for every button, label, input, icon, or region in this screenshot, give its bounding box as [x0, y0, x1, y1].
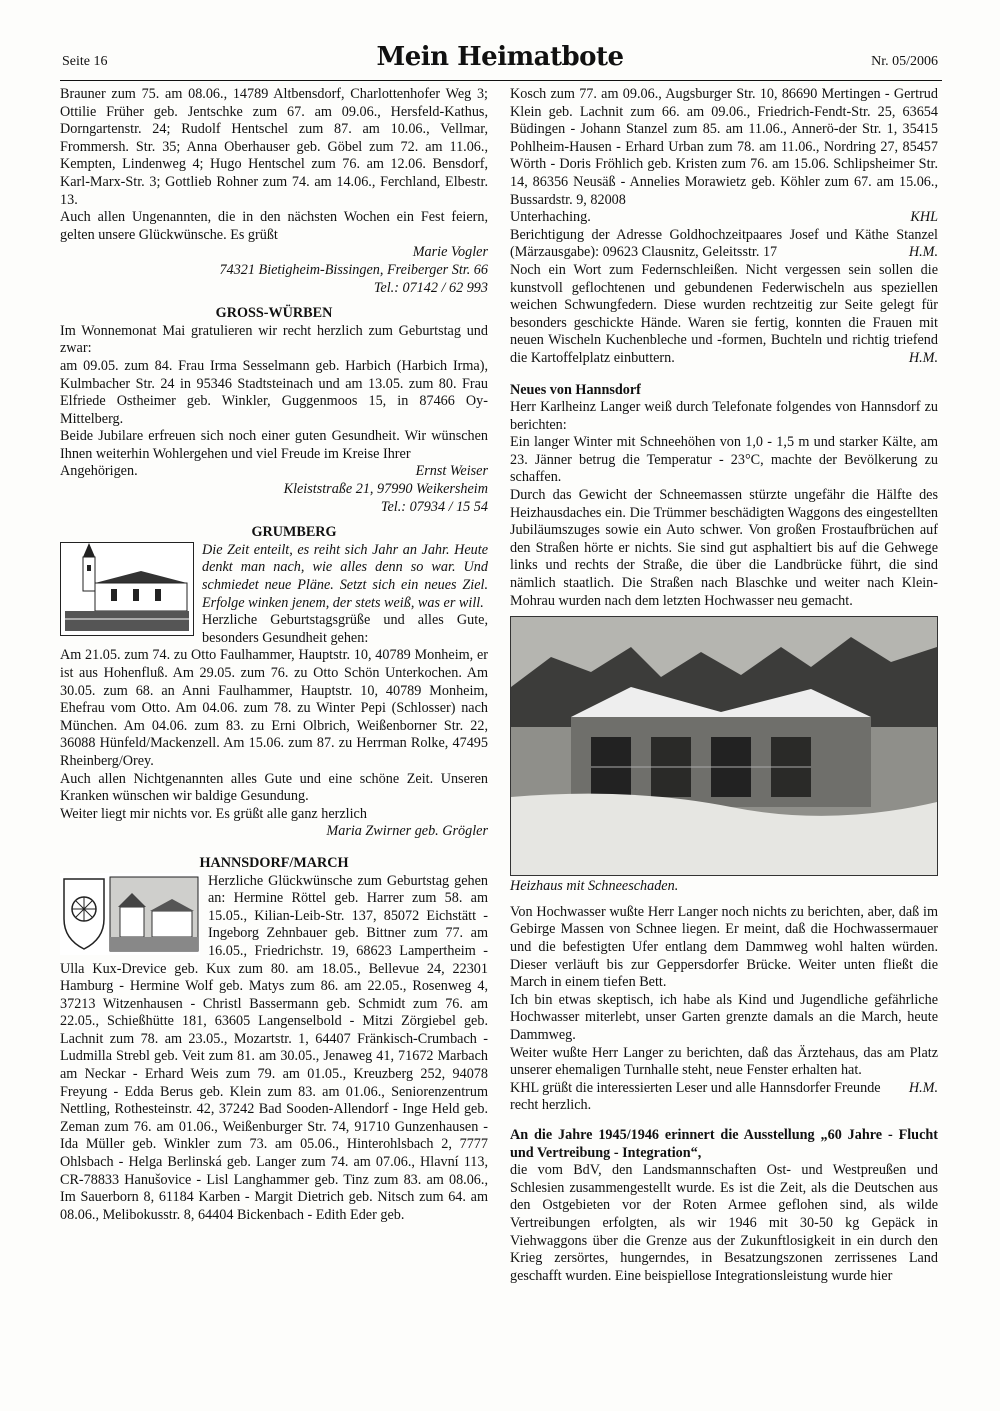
intro-closing: Auch allen Ungenannten, die in den nächsten Wochen ein Fest feiern, gelten unsere Glückwünsche. Es grüßt — [60, 209, 488, 243]
hannsdorf-birthday-list: Herzliche Glückwünsche zum Geburtstag gehen an: Hermine Röttel geb. Harrer zum 58. am 15.05., Kilian-Leib-Str. 137, 85072 Eichstätt - Ingeborg Zehnbauer geb. Bittner zum 77. am 16.05., Friedrichstr. 19, 68623 Lampertheim - Ulla Kux-Drevice geb. Kux zum 80. am 18.05., Bellevue 24, 22301 Hamburg - Hermine Wolf geb. Matys zum 86. am 22.05., Rosenweg 4, 37213 Witzenhausen - Christl Bassermann geb. Schmidt zum 76. am 22.05., Schießhütte 181, 63605 Langenselbold - Mitzi Zörgiebel geb. Lachnit zum 78. am 23.05., Mozartstr. 1, 64407 Fränkisch-Crumbach - Ludmilla Strebl geb. Veit zum 81. am 30.05., Jenaweg 41, 71672 Marbach am Neckar - Erhard Weis zum 79. am 01.05., Kreuzberg 252, 94078 Freyung - Edda Berus geb. Klein zum 83. am 01.06., Seniorenzentrum Nettling, Rothesteinstr. 42, 37242 Bad Sooden-Allendorf - Inge Held geb. Zeman zum 76. am 01.06., Weißenburger Str. 74, 91710 Gunzenhausen - Ida Müller geb. Winkler zum 73. am 05.06., Hinterohlsbach 2, 7777 Ohlsbach - Helga Berlinská geb. Langer zum 74. am 07.06., Hlavní 113, CR-78833 Hanušovice - Lisl Langhammer geb. Tinz zum 83. am 08.06., Im Sauerborn 8, 61184 Karben - Margit Dietrich geb. Nitsch zum 64. am 08.06., Melibokusstr. 8, 64404 Bickenbach - Edith Eder geb. — [60, 872, 488, 1223]
photo-caption: Heizhaus mit Schneeschaden. — [510, 878, 679, 895]
gross-paragraph-3: Beide Jubilare erfreuen sich noch einer guten Gesundheit. Wir wünschen Ihnen weiterhin Wohlergehen und viel Freude im Kreise Ihrer — [60, 428, 488, 462]
page-number: Seite 16 — [62, 54, 108, 69]
church-illustration — [60, 542, 194, 636]
grumberg-signature: Maria Zwirner geb. Grögler — [326, 823, 488, 840]
news-paragraph-1: Herr Karlheinz Langer weiß durch Telefonate folgendes von Hannsdorf zu berichten: — [510, 399, 938, 433]
feathers-signature: H.M. — [908, 349, 938, 366]
intro-tel: Tel.: 07142 / 62 993 — [373, 279, 488, 296]
right-column — [510, 86, 938, 1285]
grumberg-paragraph-2: Am 21.05. zum 74. zu Otto Faulhammer, Hauptstr. 10, 40789 Monheim, er ist aus Hohenfluß. Am 29.05. zum 76. zu Otto Schön Unterkochen. Am 30.05. zum 68. an Anni Faulhammer, Hauptstr. 10, 40789 Monheim, Ehefrau vom Otto. Am 04.06. zum 78. zu Winter Pepi (Schlosser) nach München. Am 04.06. zum 83. zu Erni Olbrich, Weißenborner Str. 22, 36088 Hünfeld/Mackenzell. Am 15.06. zum 87. zu Herrman Rolke, 47495 Rheinberg/Orey. — [60, 647, 488, 769]
masthead-logo: Mein Heimatbote — [376, 42, 624, 72]
news-paragraph-6: Weiter wußte Herr Langer zu berichten, daß das Ärztehaus, das am Platz unserer ehemaligen Turnhalle steht, neue Fenster erhalten hat. — [510, 1044, 938, 1079]
grumberg-paragraph-1: Herzliche Geburtstagsgrüße und alles Gute, besonders Gesundheit gehen: — [202, 612, 488, 646]
exhibition-paragraph: die vom BdV, den Landsmannschaften Ost- und Westpreußen und Schlesien zusammengestellt wurde. Es ist die Zeit, als die Deutschen aus den Ostgebieten vor der Roten Armee geflohen sind, als wilde Vertreibungen erfolgten, als wir 1946 mit 30-50 kg Gepäck in Viehwaggons über die Grenze aus der Zukunftlosigkeit in ein durch den Krieg zersörtes, hungerndes, in Besatzungszonen zerrissenes Land geschafft wurden. Eine beispiellose Integrationsleistung wurde hier — [510, 1162, 938, 1284]
gross-closing-line — [60, 463, 488, 481]
feathers-paragraph — [510, 262, 938, 368]
news-paragraph-3: Durch das Gewicht der Schneemassen stürzte ungefähr die Hälfte des Heizhausdaches ein. Die Trümmer beschädigten Waggons des eingestellten Jubiläumszuges sowie ein Auto schwer. Von großen Frostaufbrüchen auf den Straßen hörte er nichts. Sie sind gut asphaltiert bis auf die Gehwege links und rechts der Straße, die über die Landbrücke führt, die sind nämlich staatlich. Die Straßen nach Blaschke und weiter nach Klein-Mohrau wurden nach dem letzten Hochwasser neu gemacht. — [510, 487, 938, 609]
gross-paragraph-2: am 09.05. zum 84. Frau Irma Sesselmann geb. Harbich (Harbich Irma), Kulmbacher Str. 24 in 95346 Stadtsteinach und am 13.05. zum 80. Frau Elfriede Ostheimer geb. Winkler, Guggenmoos 15, in 87466 Oy-Mittelberg. — [60, 357, 488, 427]
gross-address: Kleiststraße 21, 97990 Weikersheim — [283, 481, 488, 498]
issue-number: Nr. 05/2006 — [871, 54, 938, 69]
grumberg-paragraph-4: Weiter liegt mir nichts vor. Es grüßt alle ganz herzlich — [60, 805, 367, 822]
birthday-list-continued: Brauner zum 75. am 08.06., 14789 Altbensdorf, Charlottenhofer Weg 3; Ottilie Früher geb. Jentschke zum 67. am 09.06., Hersfeld-Kathus, Dorngartenstr. 24; Rudolf Hentschel zum 87. am 10.06., Vellmar, Frommersh. Str. 35; Anna Oberhauser geb. Göbel zum 72. am 11.06., Kempten, Lindenweg 4; Hugo Hentschel zum 76. am 12.06. Bensdorf, Karl-Marx-Str. 3; Gottlieb Rohner zum 74. am 14.06., Ferchland, Elbestr. 13. — [60, 86, 488, 208]
news-paragraph-7: KHL grüßt die interessierten Leser und alle Hannsdorfer Freunde recht herzlich. — [510, 1079, 881, 1114]
hannsdorf-crest-and-town-image — [60, 873, 200, 955]
section-heading-grumberg: GRUMBERG — [251, 524, 337, 541]
header-rule — [60, 80, 942, 81]
correction-text: Berichtigung der Adresse Goldhochzeitpaares Josef und Käthe Stanzel (Märzausgabe): 09623 Clausnitz, Geleitsstr. 17 — [510, 226, 938, 261]
feathers-text: Noch ein Wort zum Federnschleißen. Nicht vergessen sein sollen die kunstvoll geflochtenen und gebundenen Federwischeln aus speziellen weichen Schwungfedern. Diese wurden rechtzeitig zur Seite gelegt für besonders geschickte Hände. Waren sie fertig, konnten die Frauen mit neuen Wischeln Kuchenbleche und -formen, Buchteln und richtig triefend die Kartoffelplatz einbuttern. — [510, 261, 938, 366]
gross-tel: Tel.: 07934 / 15 54 — [380, 498, 488, 515]
section-heading-hannsdorf-march: HANNSDORF/MARCH — [199, 854, 349, 871]
news-paragraph-2: Ein langer Winter mit Schneehöhen von 1,0 - 1,5 m und starker Kälte, am 23. Jänner betrug die Temperatur - 23°C, machte der Bevölkerung zu schaffen. — [510, 434, 938, 486]
news-paragraph-4: Von Hochwasser wußte Herr Langer noch nichts zu berichten, aber, daß im Gebirge Massen von Schnee liegen. Er meint, daß die Hochwassermauer und die befestigten Ufer entlang dem Dammweg wohl halten würden. Dieser verläuft bis zur Geppersdorfer Brücke. Weiter unten fließt die March in einem tiefen Bett. — [510, 903, 938, 991]
section-heading-gross-wuerben: GROSS-WÜRBEN — [215, 305, 333, 322]
section-heading-neues-von-hannsdorf: Neues von Hannsdorf — [510, 381, 641, 398]
page-header — [60, 42, 940, 82]
continued-end: Unterhaching. — [510, 209, 591, 226]
intro-signature: Marie Vogler — [412, 244, 488, 261]
gross-paragraph-1: Im Wonnemonat Mai gratulieren wir recht herzlich zum Geburtstag und zwar: — [60, 322, 488, 357]
heizhaus-photo — [510, 616, 938, 876]
intro-address: 74321 Bietigheim-Bissingen, Freiberger Str. 66 — [219, 261, 488, 278]
birthday-list-continued-right: Kosch zum 77. am 09.06., Augsburger Str. 10, 86690 Mertingen - Gertrud Klein geb. Lachnit zum 66. am 09.06., Friedrich-Fendt-Str. 25, 63654 Büdingen - Johann Stanzel zum 85. am 11.06., Annerö-der Str. 1, 35415 Pohlheim-Hausen - Erhard Urban zum 78. am 11.06., Nordring 27, 85457 Wörth - Doris Fröhlich geb. Kristen zum 76. am 15.06. Schlipsheimer Str. 14, 86356 Neusäß - Annelies Morawietz geb. Köhler zum 67. am 15.06., Bussardstr. 9, 82008 — [510, 86, 938, 208]
grumberg-poem: Die Zeit enteilt, es reiht sich Jahr an Jahr. Heute denkt man nach, wie alles denn so war. Und schmiedet neue Pläne. Setzt sich ein neues Ziel. Erfolge winken jenem, der stets weiß, was er will. — [202, 541, 488, 611]
continued-signature: KHL — [910, 209, 938, 226]
exhibition-heading: An die Jahre 1945/1946 erinnert die Ausstellung „60 Jahre - Flucht und Vertreibung - Integration“, — [510, 1126, 938, 1161]
gross-signature: Ernst Weiser — [415, 463, 488, 480]
continued-closing-line — [510, 209, 938, 227]
gross-paragraph-3-end: Angehörigen. — [60, 463, 138, 480]
news-paragraph-5: Ich bin etwas skeptisch, ich habe als Kind und Jugendliche gefährliche Hochwasser miterlebt, unser Garten grenzte damals an die March, heute Dammweg. — [510, 991, 938, 1043]
news-signature: H.M. — [908, 1079, 938, 1096]
left-column — [60, 86, 488, 1224]
news-closing-line — [510, 1080, 938, 1115]
address-correction — [510, 227, 938, 262]
grumberg-paragraph-3: Auch allen Nichtgenannten alles Gute und eine schöne Zeit. Unseren Kranken wünschen wir baldige Gesundung. — [60, 770, 488, 805]
correction-signature: H.M. — [908, 244, 938, 261]
